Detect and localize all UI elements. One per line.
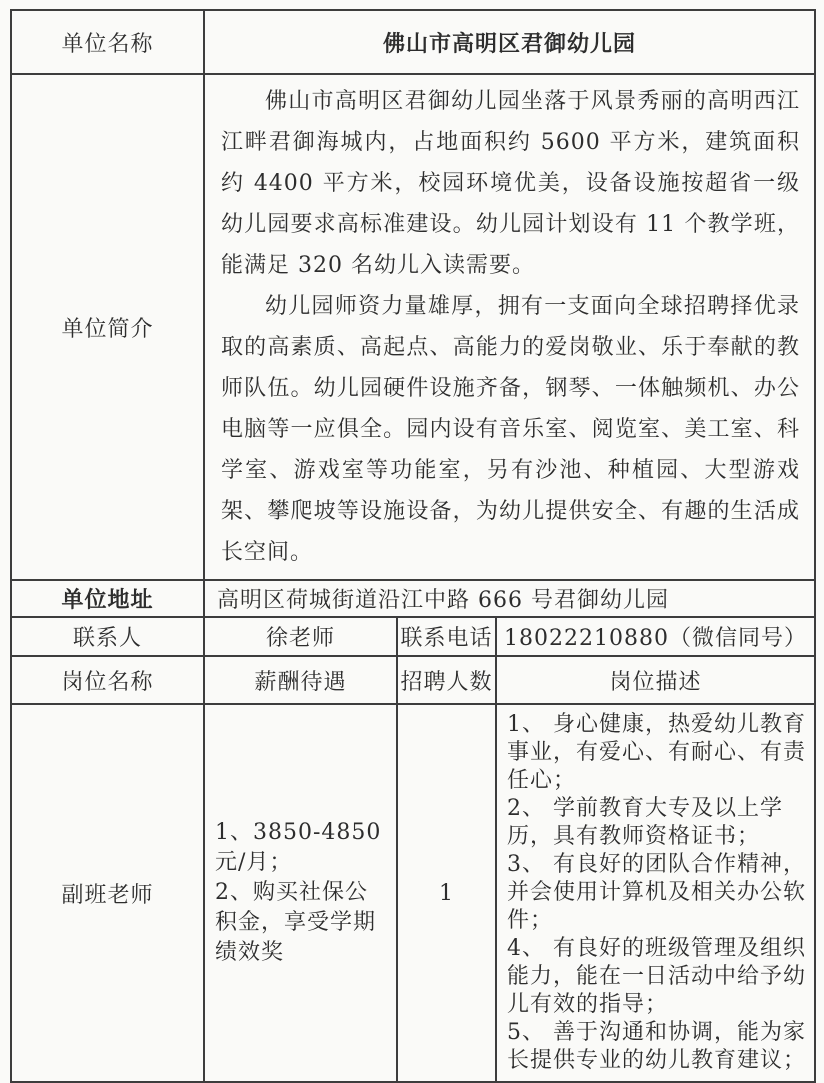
- job-description: [496, 704, 815, 1082]
- job-headcount: 1: [397, 704, 496, 1082]
- job-requirement-4: 4、 有良好的班级管理及组织能力，能在一日活动中给予幼儿有效的指导；: [507, 936, 807, 1017]
- row-unit-intro: [11, 74, 815, 580]
- salary-line-1: 1、3850-4850 元/月；: [215, 820, 390, 875]
- unit-intro-label: 单位简介: [11, 74, 204, 580]
- job-header-description: 岗位描述: [496, 656, 815, 704]
- unit-address-value: 高明区荷城街道沿江中路 666 号君御幼儿园: [204, 580, 815, 617]
- contact-name: 徐老师: [204, 617, 397, 656]
- unit-name-label: 单位名称: [11, 10, 204, 74]
- job-position: 副班老师: [11, 704, 204, 1082]
- row-unit-address: [11, 580, 815, 617]
- job-requirement-1: 1、 身心健康，热爱幼儿教育事业，有爱心、有耐心、有责任心；: [507, 712, 807, 793]
- unit-address-label: 单位地址: [11, 580, 204, 617]
- phone-label: 联系电话: [397, 617, 496, 656]
- row-unit-name: [11, 10, 815, 74]
- row-job-header: [11, 656, 815, 704]
- job-requirement-2: 2、 学前教育大专及以上学历，具有教师资格证书；: [507, 796, 783, 849]
- intro-paragraph-2: 幼儿园师资力量雄厚，拥有一支面向全球招聘择优录取的高素质、高起点、高能力的爱岗敬业、乐于奉献的教师队伍。幼儿园硬件设施齐备，钢琴、一体触频机、办公电脑等一应俱全。园内设有音乐室、阅览室、美工室、科学室、游戏室等功能室，另有沙池、种植园、大型游戏架、攀爬坡等设施设备，为幼儿提供安全、有趣的生活成长空间。: [221, 294, 800, 565]
- unit-intro-text: [204, 74, 815, 580]
- row-job-assistant-teacher: [11, 704, 815, 1082]
- intro-paragraph-1: 佛山市高明区君御幼儿园坐落于风景秀丽的高明西江江畔君御海城内，占地面积约 5600 平方米，建筑面积约 4400 平方米，校园环境优美，设备设施按超省一级幼儿园要求高标准建设。幼儿园计划设有 11 个教学班，能满足 320 名幼儿入读需要。: [221, 89, 800, 278]
- contact-label: 联系人: [11, 617, 204, 656]
- job-requirement-5: 5、 善于沟通和协调，能为家长提供专业的幼儿教育建议；: [507, 1020, 807, 1073]
- salary-line-2: 2、购买社保公积金，享受学期绩效奖: [215, 880, 377, 965]
- job-header-headcount: 招聘人数: [397, 656, 496, 704]
- job-requirement-3: 3、 有良好的团队合作精神，并会使用计算机及相关办公软件；: [507, 852, 807, 933]
- recruitment-table: [10, 9, 816, 1083]
- job-salary: [204, 704, 397, 1082]
- job-header-salary: 薪酬待遇: [204, 656, 397, 704]
- job-header-position: 岗位名称: [11, 656, 204, 704]
- row-contact: [11, 617, 815, 656]
- unit-name-value: 佛山市高明区君御幼儿园: [204, 10, 815, 74]
- phone-number: 18022210880（微信同号）: [496, 617, 815, 656]
